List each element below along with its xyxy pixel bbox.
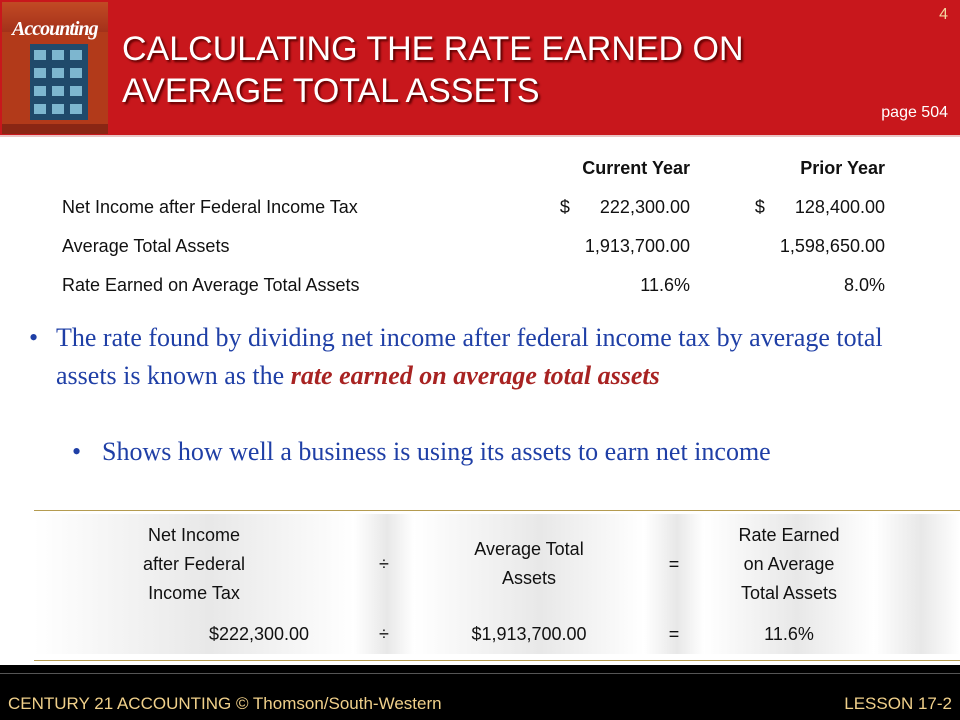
comparison-table <box>55 149 885 305</box>
formula-divide-operator: ÷ <box>354 514 414 614</box>
page-reference: page 504 <box>881 104 948 121</box>
formula-top-rule <box>34 510 960 511</box>
row-label: Average Total Assets <box>62 236 230 256</box>
formula-label-rate-earned: Rate Earned on Average Total Assets <box>704 514 874 614</box>
slide-title-line-1: CALCULATING THE RATE EARNED ON <box>122 30 744 68</box>
formula-value-net-income: $222,300.00 <box>208 623 310 644</box>
cell-prior <box>690 266 885 305</box>
bullet-subpoint <box>72 433 932 471</box>
cell-prior <box>690 188 885 227</box>
currency-symbol: $ <box>559 197 570 217</box>
formula-table <box>34 514 960 654</box>
bullet-definition-text: The rate found by dividing net income after federal income tax by average total assets is known as the <box>56 323 883 390</box>
formula-value-row <box>34 614 960 654</box>
formula-value-rate-earned: 11.6% <box>704 614 874 654</box>
formula-label-net-income: Net Income after Federal Income Tax <box>34 514 354 614</box>
formula-bottom-rule <box>34 660 960 661</box>
footer-copyright: CENTURY 21 ACCOUNTING © Thomson/South-Western <box>8 694 442 713</box>
footer-bar <box>0 670 960 720</box>
column-header-current-year: Current Year <box>582 158 690 178</box>
cell-current <box>460 188 690 227</box>
footer-divider <box>0 673 960 674</box>
textbook-logo: Accounting <box>12 18 98 40</box>
formula-label-row <box>34 514 960 614</box>
table-header-row <box>55 149 885 188</box>
cell-prior <box>690 227 885 266</box>
slide-number: 4 <box>939 6 948 23</box>
cell-prior-value: 8.0% <box>843 275 885 295</box>
header-band <box>0 0 960 135</box>
formula-box <box>34 510 960 660</box>
bullet-definition <box>29 319 906 395</box>
row-label: Net Income after Federal Income Tax <box>62 197 358 217</box>
cell-prior-value: 1,598,650.00 <box>779 236 885 256</box>
formula-equals-operator: = <box>644 614 704 654</box>
formula-equals-operator: = <box>644 514 704 614</box>
bullet-subpoint-text: Shows how well a business is using its assets to earn net income <box>102 437 771 466</box>
slide-title-line-2: AVERAGE TOTAL ASSETS <box>122 72 540 110</box>
cell-current-value: 222,300.00 <box>599 197 690 217</box>
table-row <box>55 266 885 305</box>
content-panel <box>0 137 960 665</box>
row-label: Rate Earned on Average Total Assets <box>62 275 360 295</box>
slide-title <box>122 28 842 112</box>
textbook-cover-image <box>2 2 108 134</box>
cell-prior-value: 128,400.00 <box>794 197 885 217</box>
table-row <box>55 188 885 227</box>
column-header-prior-year: Prior Year <box>800 158 885 178</box>
formula-value-average-total-assets: $1,913,700.00 <box>414 614 644 654</box>
formula-label-average-total-assets: Average Total Assets <box>414 514 644 614</box>
table-row <box>55 227 885 266</box>
currency-symbol: $ <box>754 197 765 217</box>
cell-current <box>460 266 690 305</box>
cell-current <box>460 227 690 266</box>
cell-current-value: 1,913,700.00 <box>584 236 690 256</box>
cell-current-value: 11.6% <box>640 275 690 295</box>
bullet-icon: • <box>72 437 82 466</box>
formula-divide-operator: ÷ <box>354 614 414 654</box>
bullet-icon: • <box>29 323 39 352</box>
bullet-definition-emphasis: rate earned on average total assets <box>290 361 660 390</box>
footer-lesson: LESSON 17-2 <box>844 694 952 713</box>
